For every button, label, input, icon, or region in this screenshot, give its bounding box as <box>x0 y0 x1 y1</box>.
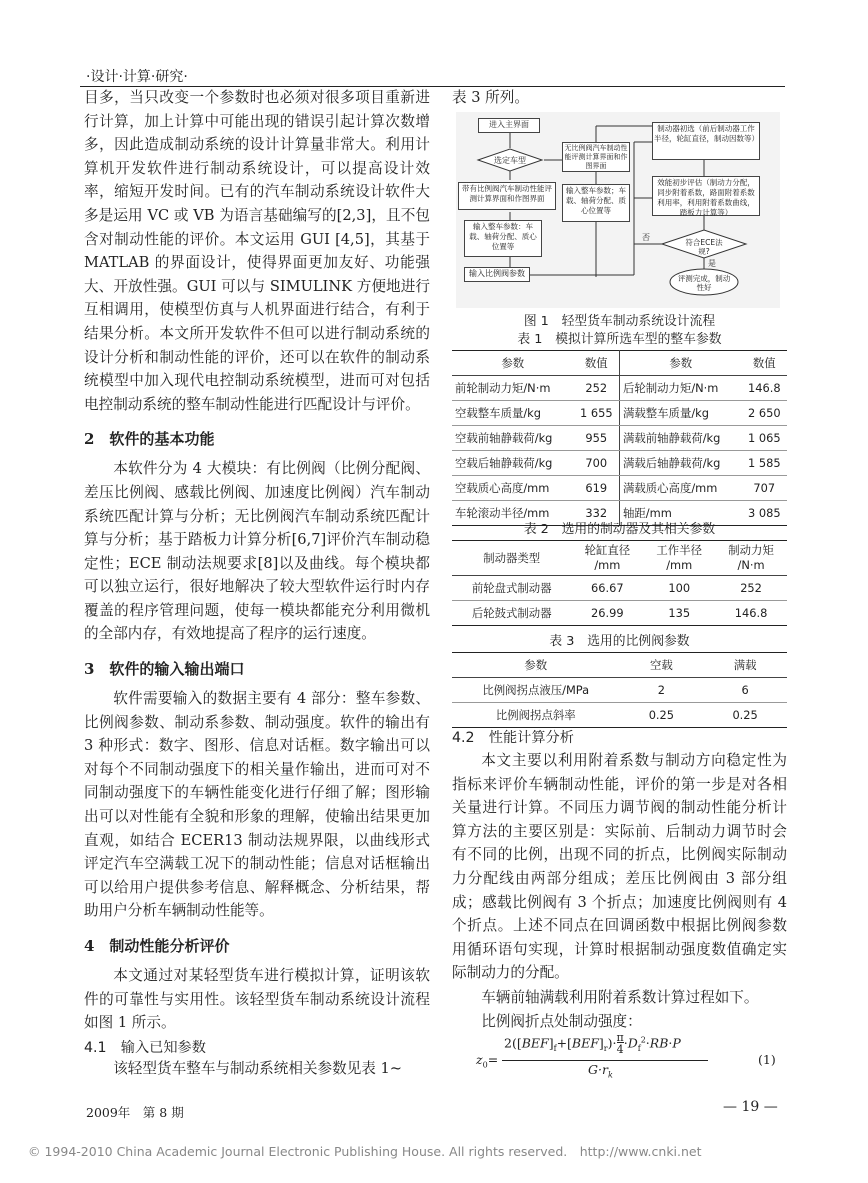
equation-1 <box>476 1028 786 1078</box>
table-row <box>452 601 787 626</box>
table-3-header: 满载 <box>703 653 787 678</box>
table-cell: 轴距/mm <box>619 501 741 526</box>
section-4-heading: 4 制动性能分析评价 <box>84 937 230 955</box>
table-cell: 135 <box>643 601 715 626</box>
table-cell: 707 <box>742 476 787 501</box>
table-3 <box>452 652 787 728</box>
section-3-paragraph: 软件需要输入的数据主要有 4 部分：整车参数、比例阀参数、制动系参数、制动强度。软件的输出有 3 种形式：数字、图形、信息对话框。数字输出可以对每个不同制动强度下的相关量作输出，进而可对不同制动强度下的车辆性能变化进行仔细了解；图形输出可以对性能有全貌和形象的理解，使输出结果更加直观，如结合 ECER13 制动法规界限，以曲线形式评定汽车空满载工况下的制动性能；信息对话框输出可以给用户提供参考信息、解释概念、分析结果，帮助用户分析车辆制动性能等。 <box>84 690 430 920</box>
equation-lhs: $z_0=$ <box>476 1052 499 1070</box>
header-text: 制动器类型 <box>483 551 541 565</box>
table-cell: 146.8 <box>715 601 787 626</box>
section-4-paragraph: 本文通过对某轻型货车进行模拟计算，证明该软件的可靠性与实用性。该轻型货车制动系统设计流程如图 1 所示。 <box>84 967 430 1032</box>
section-4-2 <box>452 727 787 1033</box>
table-3-header: 参数 <box>452 653 620 678</box>
table-cell: 2 650 <box>742 401 787 426</box>
figure-1-caption: 图 1 轻型货车制动系统设计流程 <box>523 314 716 329</box>
input-vehicle-box-b: 输入整车参数：车载、轴荷分配、质心位置等 <box>464 220 542 257</box>
table-cell: 26.99 <box>571 601 643 626</box>
table-1-header: 参数 <box>452 351 574 376</box>
table-2-header <box>643 541 715 576</box>
table-cell: 146.8 <box>742 376 787 401</box>
table-row <box>452 476 787 501</box>
right-column <box>452 86 787 110</box>
table-row <box>452 426 787 451</box>
running-head: ·设计·计算·研究· <box>86 69 188 85</box>
section-4-1-heading: 4.1 输入已知参数 <box>84 1039 206 1056</box>
table-cell: 满载整车质量/kg <box>619 401 741 426</box>
ece-check-diamond: 符合ECE法规? <box>685 238 723 256</box>
eval-done-oval: 评测完成，制动性好 <box>677 274 731 292</box>
header-text: 轮缸直径 <box>584 543 631 557</box>
equation-denominator: $G\cdot r_k$ <box>588 1062 613 1080</box>
table-row <box>452 576 787 601</box>
equation-number: (1) <box>758 1052 776 1067</box>
section-4-1-paragraph: 该轻型货车整车与制动系统相关参数见表 1~ <box>113 1059 403 1077</box>
table-cell: 车轮滚动半径/mm <box>452 501 574 526</box>
table-cell: 1 065 <box>742 426 787 451</box>
input-vehicle-box-a: 输入整车参数；车载、轴荷分配、质心位置等 <box>562 184 630 222</box>
header-unit: /mm <box>666 558 693 572</box>
valve-ui-box: 带有比例阀汽车制动性能评测计算界面和作图界面 <box>458 182 556 210</box>
page-number: — 19 — <box>723 1099 778 1115</box>
paragraph-breakpoint: 比例阀折点处制动强度： <box>481 1012 642 1030</box>
table-cell: 比例阀拐点液压/MPa <box>452 678 620 703</box>
table-cell: 后轮制动力矩/N·m <box>619 376 741 401</box>
paragraph-front-axle: 车辆前轴满载利用附着系数计算过程如下。 <box>481 988 759 1006</box>
enter-main-box: 进入主界面 <box>478 118 540 133</box>
table-cell: 前轮制动力矩/N·m <box>452 376 574 401</box>
table-cell: 100 <box>643 576 715 601</box>
table-2-header <box>715 541 787 576</box>
header-unit: /mm <box>594 558 621 572</box>
section-3-heading: 3 软件的输入输出端口 <box>84 660 245 679</box>
table-1 <box>452 350 787 526</box>
table-row <box>452 678 787 703</box>
table-cell: 满载前轴静载荷/kg <box>619 426 741 451</box>
table-cell: 满载质心高度/mm <box>619 476 741 501</box>
issue-label: 2009年 第 8 期 <box>86 1105 184 1120</box>
table-cell: 252 <box>574 376 620 401</box>
table-cell: 700 <box>574 451 620 476</box>
table-3-header: 空载 <box>620 653 704 678</box>
table-cell: 66.67 <box>571 576 643 601</box>
intro-paragraph: 目多，当只改变一个参数时也必须对很多项目重新进行计算，加上计算中可能出现的错误引起计算次数增多，因此造成制动系统的设计计算量非常大。利用计算机开发软件进行制动系统设计，可以提高设计效率，缩短开发时间。已有的汽车制动系统设计软件大多是运用 VC 或 VB 为语言基础编写的[2,3]，且不包含对制动性能的评价。本文运用 GUI [4,5]，其基于MATLAB 的界面设计，使得界面更加友好、功能强大、开放性强。GUI 可以与 SIMULINK 方便地进行互相调用，使模型仿真与人机界面进行结合，有利于结果分析。本文所开发软件不但可以进行制动系统的设计分析和制动性能的评价，还可以在软件的制动系统模型中加入现代电控制动系统模型，进而可对包括电控制动系统的整车制动性能进行匹配设计与评价。 <box>84 89 430 413</box>
table-cell: 空载质心高度/mm <box>452 476 574 501</box>
table-cell: 空载后轴静载荷/kg <box>452 451 574 476</box>
table-cell: 2 <box>620 678 704 703</box>
flowchart <box>456 112 780 308</box>
table-2 <box>452 540 787 626</box>
header-text: 工作半径 <box>656 543 702 557</box>
table-cell: 619 <box>574 476 620 501</box>
continuation-text: 表 3 所列。 <box>452 89 529 106</box>
table-cell: 1 585 <box>742 451 787 476</box>
section-4-2-paragraph: 本文主要以利用附着系数与制动方向稳定性为指标来评价车辆制动性能，评价的第一步是对各相关量进行计算。不同压力调节阀的制动性能分析计算方法的主要区别是：实际前、后制动力调节时会有不同的比例，出现不同的折点，比例阀实际制动力分配线由两部分组成；差压比例阀由 3 部分组成；感载比例阀有 3 个折点；加速度比例阀则有 4 个折点。上述不同点在回调函数中根据比例阀参数用循环语句实现，计算时根据制动强度数值确定实际制动力的分配。 <box>452 752 787 982</box>
section-2-paragraph: 本软件分为 4 大模块：有比例阀（比例分配阀、差压比例阀、感载比例阀、加速度比例阀）汽车制动系统匹配计算与分析；无比例阀汽车制动系统匹配计算与分析；基于踏板力计算分析[6,7]评价汽车制动稳定性；ECE 制动法规要求[8]以及曲线。每个模块都可以独立运行，很好地解决了较大型软件运行时内存覆盖的程序管理问题，使每一模块都能充分利用微机的全部内存，有效地提高了程序的运行速度。 <box>84 460 430 643</box>
table-cell: 0.25 <box>703 703 787 728</box>
table-cell: 252 <box>715 576 787 601</box>
table-cell: 1 655 <box>574 401 620 426</box>
header-unit: /N·m <box>737 558 765 572</box>
table-2-caption: 表 2 选用的制动器及其相关参数 <box>523 522 716 537</box>
table-1-caption: 表 1 模拟计算所选车型的整车参数 <box>517 332 722 347</box>
table-cell: 3 085 <box>742 501 787 526</box>
brake-select-box: 制动器初选（前后制动器工作半径，轮缸直径，制动因数等） <box>652 122 760 160</box>
table-1-header: 数值 <box>574 351 620 376</box>
efficiency-eval-box: 效能初步评估（制动力分配，同步附着系数，路面附着系数利用率，利用附着系数曲线，踏板力计算等） <box>652 176 760 216</box>
section-2-heading: 2 软件的基本功能 <box>84 430 215 449</box>
table-cell: 前轮盘式制动器 <box>452 576 571 601</box>
table-1-header: 数值 <box>742 351 787 376</box>
copyright-footer: © 1994-2010 China Academic Journal Electronic Publishing House. All rights reserved. http://www.cnki.net <box>28 1144 702 1159</box>
table-2-header <box>571 541 643 576</box>
left-column <box>84 86 430 1080</box>
equation-numerator: $2([BEF]_f+[BEF]_r)\cdot\pi$ $4\cdot D_f^2\cdot RB\cdot P$ <box>504 1031 681 1056</box>
table-cell: 6 <box>703 678 787 703</box>
table-cell: 空载前轴静载荷/kg <box>452 426 574 451</box>
table-cell: 955 <box>574 426 620 451</box>
table-cell: 0.25 <box>620 703 704 728</box>
input-valve-box: 输入比例阀参数 <box>464 267 530 282</box>
table-row <box>452 451 787 476</box>
table-row <box>452 703 787 728</box>
table-2-header <box>452 541 571 576</box>
yes-label: 是 <box>708 259 716 268</box>
no-valve-ui-box: 无比例阀汽车制动性能评测计算界面和作图界面 <box>562 142 630 172</box>
select-model-diamond: 选定车型 <box>494 156 526 165</box>
table-cell: 后轮鼓式制动器 <box>452 601 571 626</box>
table-cell: 332 <box>574 501 620 526</box>
table-row <box>452 401 787 426</box>
table-cell: 比例阀拐点斜率 <box>452 703 620 728</box>
fraction-bar <box>502 1060 708 1061</box>
table-row <box>452 376 787 401</box>
table-3-caption: 表 3 选用的比例阀参数 <box>549 634 690 649</box>
no-label: 否 <box>642 233 650 242</box>
section-4-2-heading: 4.2 性能计算分析 <box>452 730 574 746</box>
header-text: 制动力矩 <box>728 543 774 557</box>
table-1-header: 参数 <box>619 351 741 376</box>
table-cell: 满载后轴静载荷/kg <box>619 451 741 476</box>
table-cell: 空载整车质量/kg <box>452 401 574 426</box>
